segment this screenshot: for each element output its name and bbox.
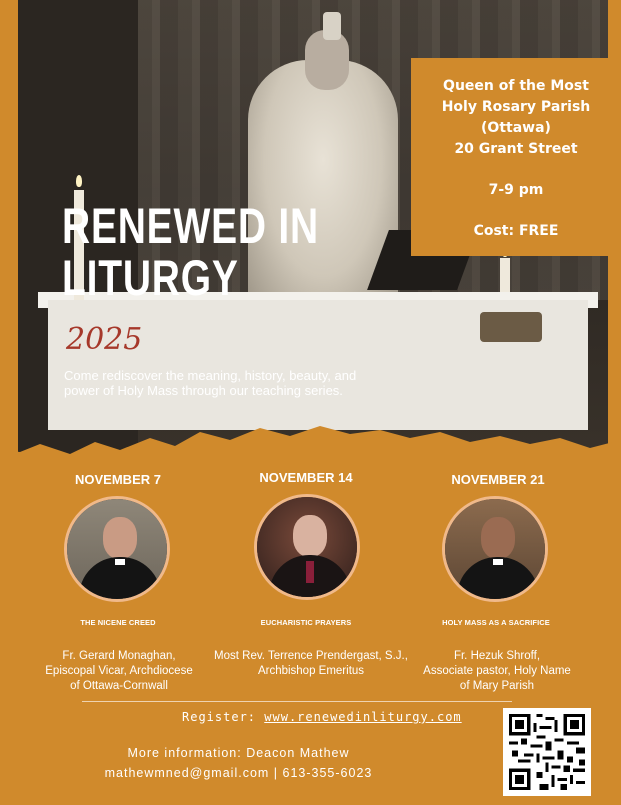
speaker-line-2: Archbishop Emeritus	[257, 665, 365, 677]
speaker-photo-monaghan	[64, 496, 170, 602]
event-title	[62, 200, 319, 304]
session-date: NOVEMBER 7	[75, 472, 161, 487]
speaker-name	[392, 649, 602, 694]
speaker-line-3: of Mary Parish	[459, 680, 535, 692]
register-line	[182, 710, 462, 724]
session-november-7	[18, 472, 218, 487]
event-time: 7-9 pm	[488, 182, 544, 198]
chalice	[323, 12, 341, 40]
register-label: Register:	[182, 710, 257, 724]
speaker-name	[14, 649, 224, 694]
session-date: NOVEMBER 14	[259, 470, 353, 485]
event-info-box	[411, 58, 621, 256]
event-cost: Cost: FREE	[473, 223, 559, 239]
speaker-line-1: Fr. Hezuk Shroff,	[453, 650, 541, 662]
speaker-line-1: Most Rev. Terrence Prendergast, S.J.,	[214, 650, 408, 662]
venue-address: 20 Grant Street	[454, 141, 578, 157]
speaker-line-2: Associate pastor, Holy Name	[423, 665, 571, 677]
session-topic: THE NICENE CREED	[80, 618, 156, 627]
title-line-2: LITURGY	[62, 250, 239, 306]
session-november-21	[398, 472, 598, 487]
speaker-line-3: of Ottawa-Cornwall	[70, 680, 168, 692]
venue-line-2: Holy Rosary Parish	[441, 99, 591, 115]
speaker-photo-shroff	[442, 496, 548, 602]
more-info: More information: Deacon Mathew	[127, 746, 350, 760]
candle-right	[500, 258, 510, 292]
session-topic: HOLY MASS AS A SACRIFICE	[442, 618, 550, 627]
flame-left	[76, 175, 82, 187]
register-link[interactable]: www.renewedinliturgy.com	[264, 710, 462, 724]
event-year: 2025	[66, 322, 143, 357]
qr-code-icon[interactable]	[503, 708, 591, 796]
session-november-14	[206, 470, 406, 485]
footer-divider	[82, 701, 512, 702]
tagline: Come rediscover the meaning, history, beauty, and power of Holy Mass through our teaching series.	[64, 368, 357, 398]
basket	[480, 312, 542, 342]
session-date: NOVEMBER 21	[451, 472, 545, 487]
venue-line-1: Queen of the Most	[443, 78, 589, 94]
venue-line-3: (Ottawa)	[481, 120, 551, 136]
title-line-1: RENEWED IN	[62, 198, 319, 254]
session-topic: EUCHARISTIC PRAYERS	[260, 618, 352, 627]
speaker-line-2: Episcopal Vicar, Archdiocese	[45, 665, 193, 677]
speaker-photo-prendergast	[254, 494, 360, 600]
contact-info[interactable]: mathewmned@gmail.com | 613-355-6023	[104, 766, 373, 780]
speaker-name	[206, 649, 416, 679]
speaker-line-1: Fr. Gerard Monaghan,	[62, 650, 176, 662]
